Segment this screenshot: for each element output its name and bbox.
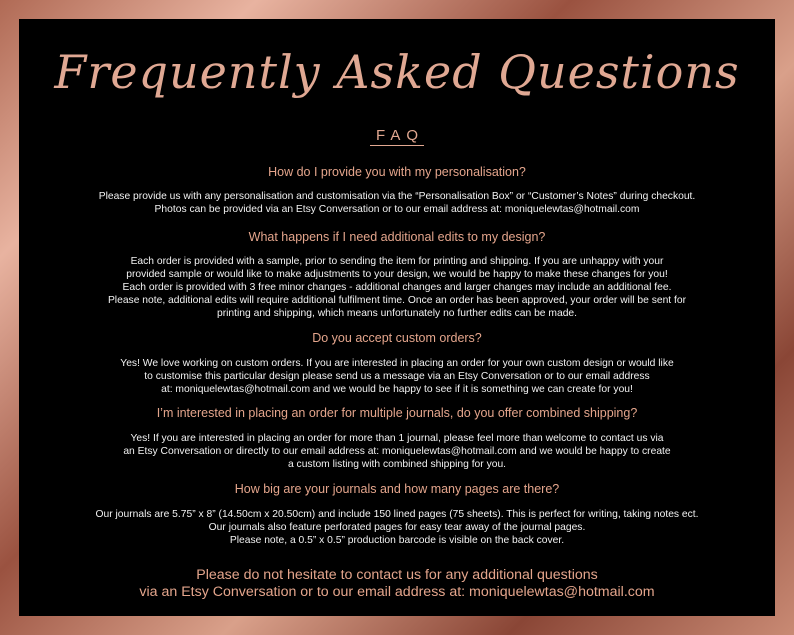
question-3: Do you accept custom orders? xyxy=(312,331,482,345)
answer-line: a custom listing with combined shipping for you. xyxy=(287,458,507,470)
page-title: Frequently Asked Questions xyxy=(54,45,740,99)
answer-line: Please note, additional edits will require additional fulfilment time. Once an order has been approved, your order will be sent for xyxy=(107,294,687,306)
answer-line: Please provide us with any personalisation and customisation via the “Personalisation Box” or “Customer’s Notes” during checkout. xyxy=(98,191,696,202)
answer-line: Each order is provided with 3 free minor changes - additional changes and larger changes may include an additional fee. xyxy=(122,281,672,293)
footer-line: via an Etsy Conversation or to our email address at: moniquelewtas@hotmail.com xyxy=(139,584,655,600)
faq-panel xyxy=(19,19,775,616)
answer-line: to customise this particular design please send us a message via an Etsy Conversation or to our email address xyxy=(144,370,650,382)
question-4: I’m interested in placing an order for multiple journals, do you offer combined shipping? xyxy=(156,406,638,420)
answer-line: at: moniquelewtas@hotmail.com and we would be happy to see if it is something we can create for you! xyxy=(161,383,633,395)
answer-1 xyxy=(19,191,775,217)
answer-line: Please note, a 0.5” x 0.5” production barcode is visible on the back cover. xyxy=(229,534,565,546)
answer-line: Our journals also feature perforated pages for easy tear away of the journal pages. xyxy=(208,521,586,533)
answer-line: Yes! If you are interested in placing an order for more than 1 journal, please feel more than welcome to contact us via xyxy=(130,433,664,444)
answer-5 xyxy=(19,509,775,548)
question-2: What happens if I need additional edits to my design? xyxy=(248,230,546,244)
answer-line: Yes! We love working on custom orders. If you are interested in placing an order for your own custom design or would like xyxy=(120,358,674,369)
faq-heading xyxy=(19,127,775,144)
answer-line: Photos can be provided via an Etsy Conversation or to our email address at: moniquelewtas@hotmail.com xyxy=(154,203,640,215)
answer-line: printing and shipping, which means unfortunately no further edits can be made. xyxy=(216,307,578,319)
question-5: How big are your journals and how many pages are there? xyxy=(234,482,560,496)
answer-3 xyxy=(19,358,775,397)
answer-line: provided sample or would like to make adjustments to your design, we would be happy to make these changes for you! xyxy=(126,268,668,280)
answer-line: Each order is provided with a sample, prior to sending the item for printing and shipping. If you are unhappy with your xyxy=(130,256,664,267)
answer-line: Our journals are 5.75” x 8” (14.50cm x 20.50cm) and include 150 lined pages (75 sheets). This is perfect for writing, taking notes ect. xyxy=(95,509,699,520)
answer-line: an Etsy Conversation or directly to our email address at: moniquelewtas@hotmail.com and we would be happy to create xyxy=(123,445,671,457)
question-1: How do I provide you with my personalisation? xyxy=(268,165,526,179)
answer-2 xyxy=(19,256,775,321)
answer-4 xyxy=(19,433,775,472)
contact-footer xyxy=(19,567,775,601)
faq-heading-text: FAQ xyxy=(370,127,424,146)
footer-line: Please do not hesitate to contact us for any additional questions xyxy=(196,567,598,583)
